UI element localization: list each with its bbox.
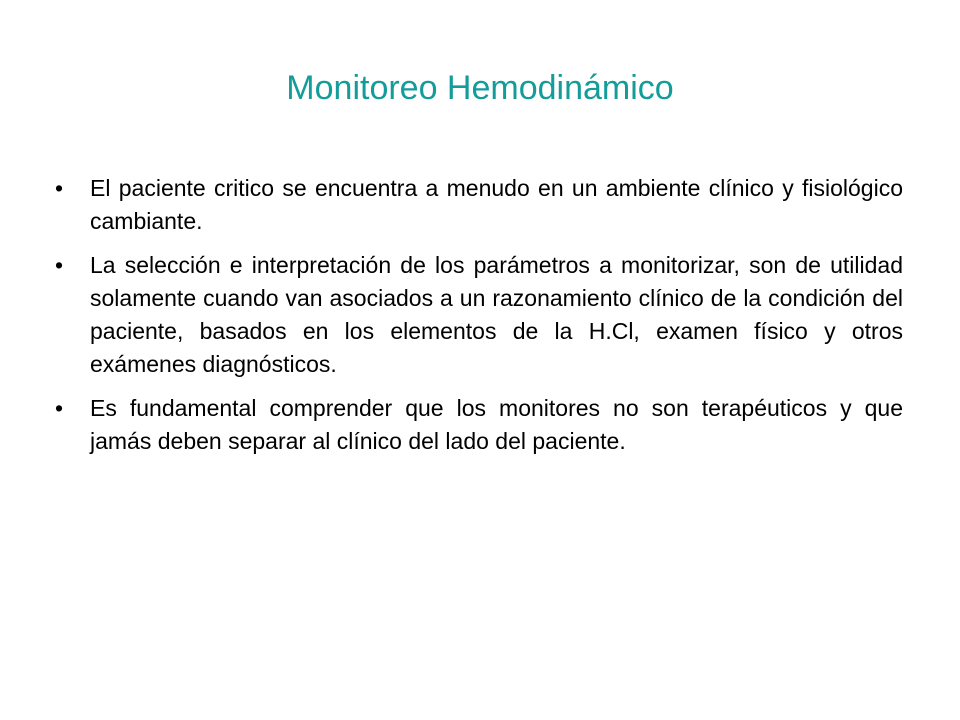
bullet-icon: • [55,175,64,201]
slide-title: Monitoreo Hemodinámico [286,69,674,107]
bullet-item [55,172,903,238]
bullet-list [55,172,903,469]
bullet-text: La selección e interpretación de los parámetros a monitorizar, son de utilidad solamente cuando van asociados a un razonamiento clínico de la condición del paciente, basados en los elementos de la H.Cl, examen físico y otros exámenes diagnósticos. [90,252,903,377]
bullet-icon: • [55,395,64,421]
bullet-text: Es fundamental comprender que los monitores no son terapéuticos y que jamás deben separar al clínico del lado del paciente. [90,395,903,454]
bullet-text: El paciente critico se encuentra a menudo en un ambiente clínico y fisiológico cambiante. [90,175,903,234]
bullet-item [55,392,903,458]
bullet-item [55,249,903,381]
bullet-icon: • [55,252,64,278]
